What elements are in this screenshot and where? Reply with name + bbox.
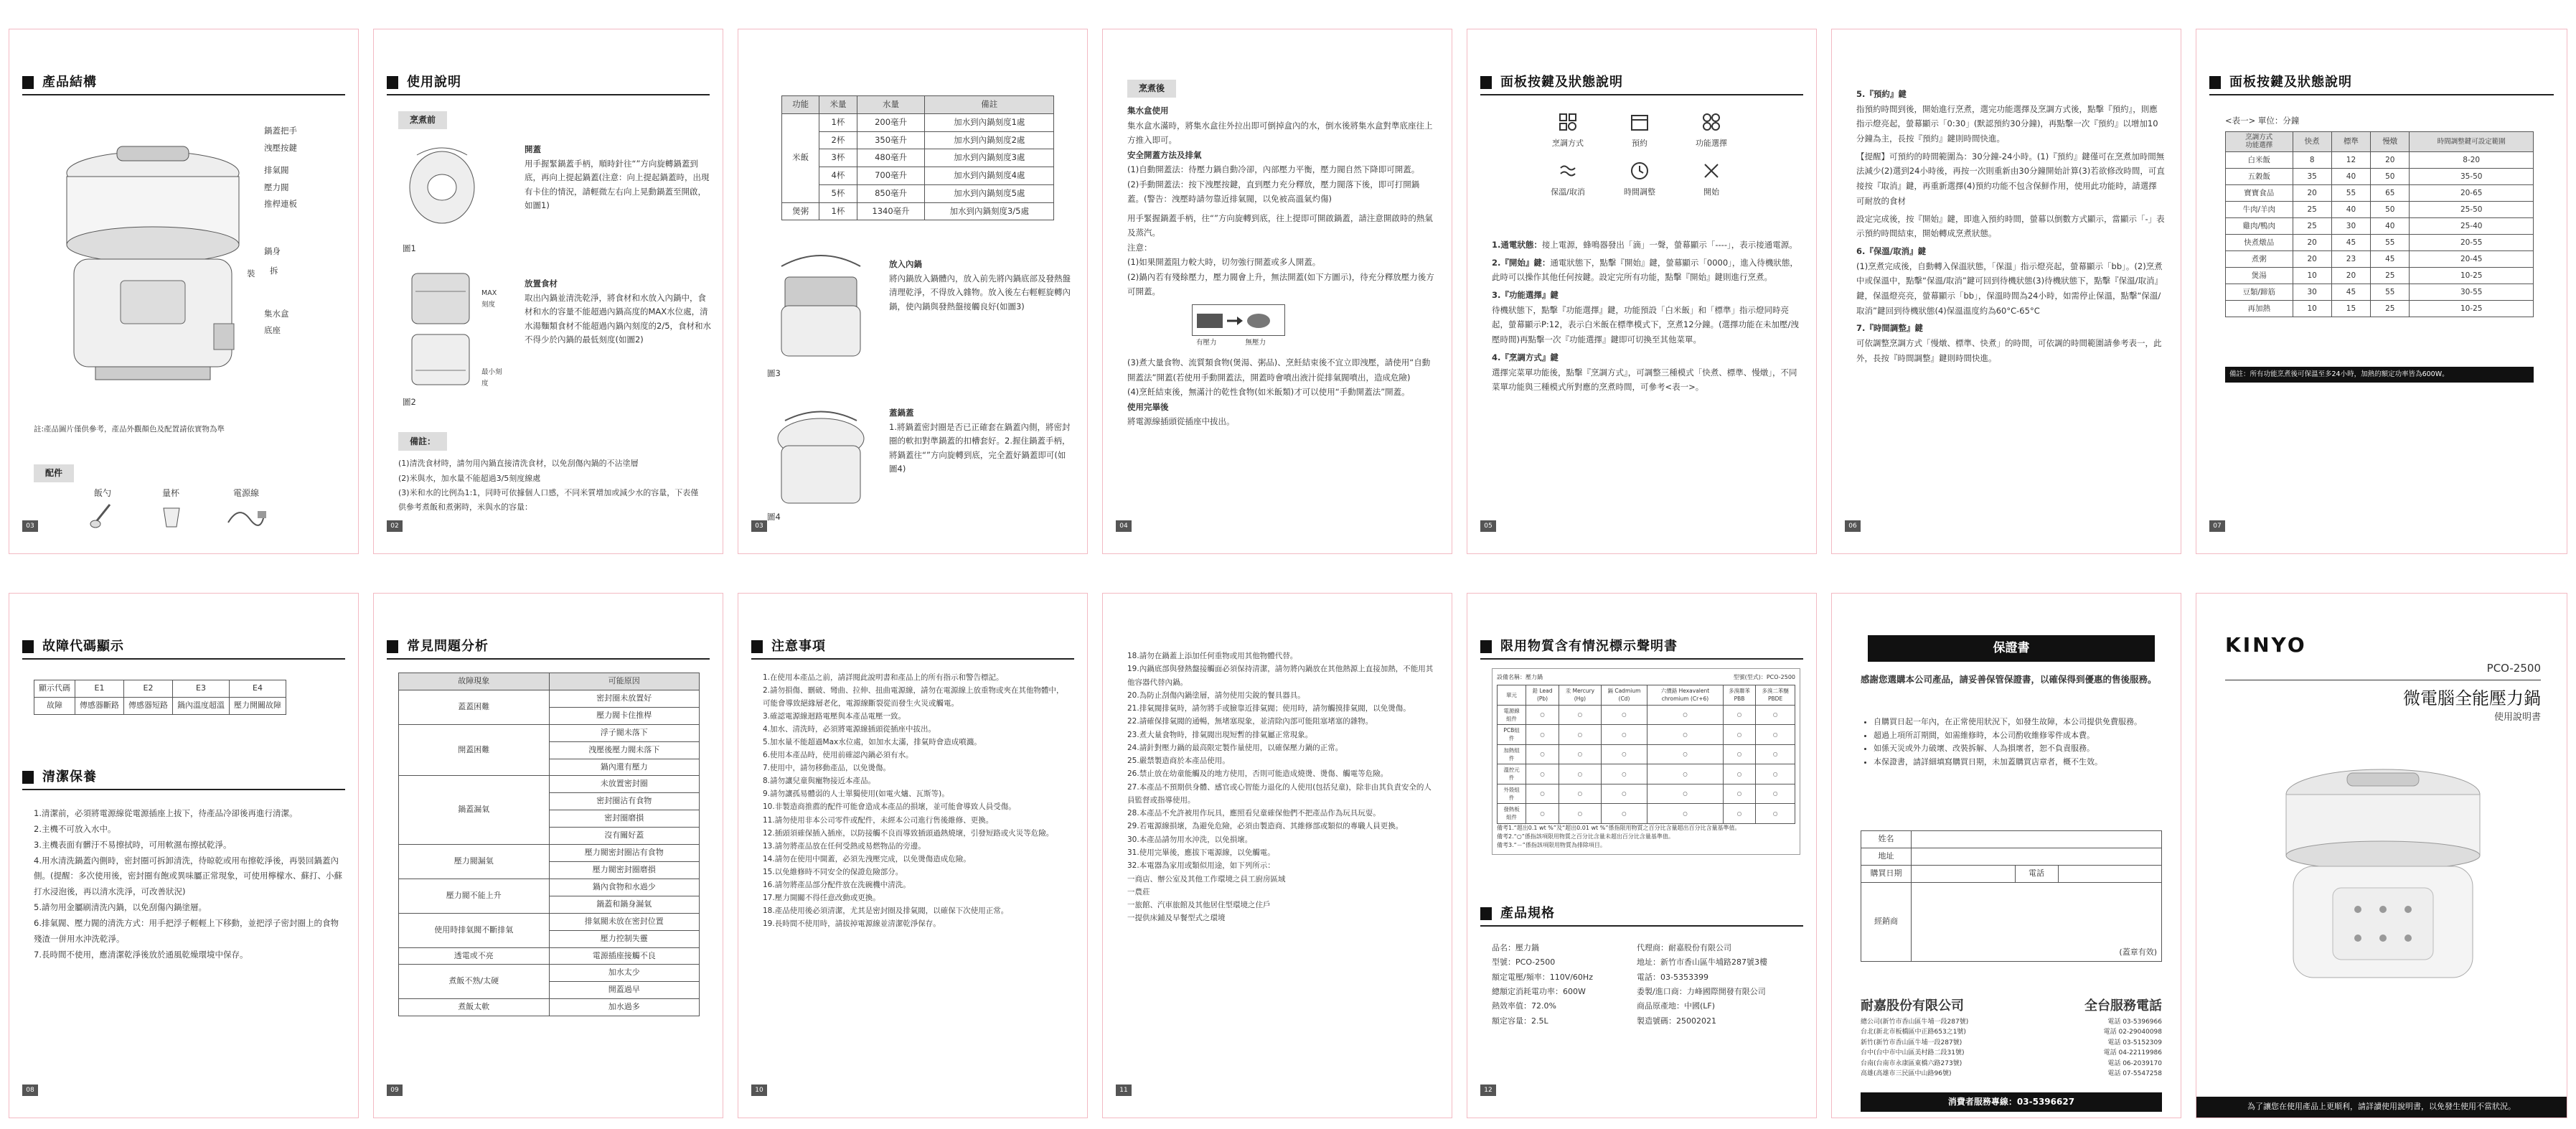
label-handle: 鍋蓋把手	[264, 126, 297, 136]
section-header	[387, 635, 710, 660]
office-list: 總公司(新竹市香山區牛埔一段287號) 電話 03-5396966 台北(新北市板橋區中正路653之1號) 電話 02-29040098 新竹(新竹市香山區牛埔一段287號) 電話 03-5152309 台中(台中市中山區美村路二段31號) 電話 04-22119986 台南(台南市永康區東橋六路273號) 電話 06-2039170 高雄(高雄市三民區中山路96號) 電話 07-5547258	[1861, 1018, 2162, 1077]
section-title: 注意事項	[771, 638, 826, 654]
phone-field[interactable]	[2058, 865, 2162, 882]
structure-note: 註:產品圖片僅供參考，產品外觀顏色及配置請依實物為準	[34, 425, 225, 434]
date-field[interactable]	[1912, 865, 2016, 882]
key-cook-mode: 烹調方式	[1532, 112, 1604, 151]
section-title: 故障代碼顯示	[42, 638, 124, 654]
label-body: 鍋身	[264, 245, 281, 256]
key-function: 功能選擇	[1675, 112, 1747, 151]
model-number: PCO-2500	[2225, 660, 2541, 680]
lid-close-illustration	[767, 403, 875, 510]
usage-tag: 烹煮前	[398, 107, 447, 135]
page-time-table	[2196, 29, 2567, 554]
key-start: 開始	[1675, 161, 1747, 200]
cook-time-table: 烹調方式 功能選擇 快煮 標準 慢燉 時間調整鍵可設定範圍 白米飯 8 12 20 8-20 五穀飯 35 40 50 35-50 寶寶食品 20 55 65 20-65 牛肉/羊肉 25 40 50 25-50 雞肉/鴨肉 25 30 40 25-40 快煮燉品 20 45 55 20-55 煮粥 20 23 45 20-45 煲湯 10 20 25 10-25 豆類/蹄筋 30 45 55 30-55 再加熱 10 15 25 10-25	[2225, 131, 2534, 317]
section-title: 限用物質含有情況標示聲明書	[1500, 638, 1678, 654]
manual-subtitle: 使用說明書	[2493, 712, 2541, 723]
company-row: 耐嘉股份有限公司 全台服務電話	[1861, 998, 2162, 1013]
section-title: 產品結構	[42, 74, 97, 90]
page-rice-table	[738, 29, 1088, 554]
section-header	[2209, 71, 2554, 95]
page-number: 06	[1845, 520, 1861, 532]
page-panel-keys	[1467, 29, 1817, 554]
section-header	[751, 635, 1074, 660]
cover-footer: 為了讓您在使用產品上更順利，請詳讀使用說明書，以免發生使用不當狀況。	[2196, 1097, 2567, 1118]
clean-header	[22, 766, 345, 790]
page-number: 09	[387, 1085, 403, 1096]
spec-header	[1480, 902, 1803, 927]
page-faq	[373, 593, 723, 1118]
table-caption: <表一> 單位：分鐘	[2225, 116, 2300, 126]
step-lid: 蓋鍋蓋 1.將鍋蓋密封圈是否已正確套在鍋蓋內側，將密封圈的軟扣對準鍋蓋的扣槽套好。2.握住鍋蓋手柄，將鍋蓋往“”方向旋轉到底，完全蓋好鍋蓋即可(如圖4)	[889, 408, 1071, 474]
section-header	[1480, 635, 1803, 660]
page-warranty	[1831, 593, 2181, 1118]
table-note: 備註：所有功能烹煮後可保溫至多24小時，加熱的額定功率皆為600W。	[2225, 367, 2534, 383]
page-number: 10	[751, 1085, 767, 1096]
label-exhaust: 排氣閥	[264, 165, 289, 176]
pot-insert-illustration	[767, 245, 875, 360]
acc-ladle: 飯勺	[88, 486, 117, 534]
spec-right: 代理商：耐嘉股份有限公司 地址：新竹市香山區牛埔路287號3樓 電話：03-5353399 委製/進口商：力峰國際開發有限公司 商品原產地：中國(LF) 製造號碼：25002021	[1637, 943, 1767, 1026]
key-icon-grid	[1532, 112, 1747, 200]
part-labels	[247, 123, 297, 339]
page-number: 03	[22, 520, 38, 532]
label-release: 洩壓按鍵	[264, 142, 297, 153]
label-install: 裝	[247, 268, 255, 279]
page-usage	[373, 29, 723, 554]
step-open: 開蓋 用手握緊鍋蓋手柄，順時針往“”方向旋轉鍋蓋到底，再向上提起鍋蓋(注意：向上提起鍋蓋時，出現有卡住的情況，請輕微左右向上晃動鍋蓋至開啟，如圖1)	[525, 144, 710, 211]
page-number: 02	[387, 520, 403, 532]
panel-items: 1.通電狀態：接上電源，蜂鳴器發出「滴」一聲，螢幕顯示「----」，表示接通電源。 2.『開始』鍵：通電狀態下，點擊『開始』鍵，螢幕顯示「0000」，進入待機狀態，此時可以操作其他任何按鍵。設定完所有功能，點擊『開始』鍵則進行烹煮。 3.『功能選擇』鍵 待機狀態下，點擊『功能選擇』鍵，功能預設「白米飯」和「標準」指示燈同時亮起，螢幕顯示P:12，表示白米飯在標準模式下，烹煮12分鐘。(選擇功能在未加壓/洩壓時間)再點擊一次『功能選擇』鍵即可切換至其他菜單。 4.『烹調方式』鍵 選擇完菜單功能後，點擊『烹調方式』，可調整三種模式「快煮、標準、慢燉」，不同菜單功能與三種模式所對應的烹煮時間，可參考<表一>。	[1492, 240, 1799, 393]
calendar-icon	[1630, 112, 1650, 132]
lid-open-illustration	[403, 141, 481, 234]
grid-icon	[1558, 112, 1578, 132]
remarks: 備註： (1)清洗食材時，請勿用內鍋直接清洗食材，以免刮傷內鍋的不沾塗層 (2)米與水，加水量不能超過3/5刻度線處 (3)米和水的比例為1:1，同時可依據個人口感，不同米質增加或減少水的容量，下表僅供參考煮飯和煮粥時，米與水的容量：	[398, 428, 700, 515]
section-header	[22, 71, 345, 95]
fig-2-label: 圖2	[403, 397, 416, 407]
page-panel-keys-2	[1831, 29, 2181, 554]
section-title: 常見問題分析	[407, 638, 489, 654]
page-number: 07	[2209, 520, 2225, 532]
page-structure	[9, 29, 359, 554]
section-title: 面板按鍵及狀態說明	[1500, 74, 1623, 90]
page-number: 05	[1480, 520, 1496, 532]
warranty-intro: 感謝您選購本公司產品，請妥善保管保證書，以確保得到優惠的售後服務。	[1861, 674, 2157, 685]
pressure-valve-diagram	[1192, 304, 1285, 336]
pressure-cooker-illustration	[52, 133, 268, 399]
name-field[interactable]	[1912, 831, 2162, 848]
step-insert: 放入內鍋 將內鍋放入鍋體內，放入前先將內鍋底部及發熱盤清理乾淨，不得放入雜物。放入後左右輕輕旋轉內鍋，使內鍋與發熱盤接觸良好(如圖3)	[889, 259, 1071, 311]
page-number: 03	[751, 520, 767, 532]
fig-3-label: 圖3	[767, 368, 781, 378]
label-rod: 推桿連板	[264, 199, 297, 210]
brand-logo: KINYO	[2225, 633, 2307, 657]
product-name: 微電腦全能壓力鍋	[2403, 688, 2541, 708]
page-rohs-spec	[1467, 593, 1817, 1118]
key-timer: 預約	[1604, 112, 1675, 151]
waves-icon	[1558, 161, 1578, 181]
accessory-title: 配件	[34, 460, 74, 488]
valve-arrow-icon	[1195, 308, 1274, 332]
page-number: 11	[1116, 1085, 1132, 1096]
clock-icon	[1630, 161, 1650, 181]
acc-cup: 量杯	[156, 486, 185, 534]
warranty-bullets: • 自購買日起一年內，在正常使用狀況下，如發生故障，本公司提供免費服務。 • 超過上項所訂期間，如需維修時，本公司酌收維修零件成本費。 • 如係天災或外力破壞、改裝拆解、人為損壞者，恕不負責服務。 • 本保證書，請詳細填寫購買日期，未加蓋購買店章者，概不生效。	[1874, 716, 2161, 769]
section-header	[22, 635, 345, 660]
clean-title: 清潔保養	[42, 769, 97, 784]
spec-left: 品名：壓力鍋 型號：PCO-2500 額定電壓/頻率：110V/60Hz 總額定消耗電功率：600W 熱效率值：72.0% 額定容量：2.5L	[1492, 943, 1593, 1026]
page-cover	[2196, 593, 2567, 1118]
page-error-codes	[9, 593, 359, 1118]
page-after-cooking	[1102, 29, 1452, 554]
accessory-list	[88, 486, 268, 534]
pv-no-pressure: 無壓力	[1245, 339, 1266, 347]
section-header	[1480, 71, 1803, 95]
page-caution	[738, 593, 1088, 1118]
caution2-list: 18.請勿在鍋蓋上添加任何重物或用其他物體代替。 19.內鍋底部與發熱盤接觸面必須保持清潔，請勿將內鍋放在其他熱源上直接加熱，不能用其他容器代替內鍋。 20.為防止刮傷內鍋塗層，請勿使用尖銳的餐具器具。 21.排氣閥排氣時，請勿將手或臉靠近排氣閥；使用時，請勿觸摸排氣閥，以免燙傷。 22.請確保排氣閥的通暢，無堵塞現象，並清除內部可能阻塞堵塞的雜物。 23.煮大量食物時，排氣閥出現短暫的排氣屬正常現象。 24.請針對壓力鍋的最高限定製作量使用，以確保壓力鍋的正常。 25.嚴禁製造商於本產品使用。 26.禁止放在幼童能觸及的地方使用，否則可能造成燒燙、燙傷、觸電等危險。 27.本產品不預期供身體、感官或心智能力退化的人使用(包括兒童)，除非由其負責安全的人員監督或指導使用。 28.本產品不允許被用作玩具，應照看兒童確保他們不把產品作為玩具玩耍。 29.若電源線損壞，為避免危險，必須由製造商、其維修部或類似的專職人員更換。 30.本產品請勿用水沖洗，以免損壞。 31.使用完畢後，應拔下電源線，以免觸電。 32.本電器為家用或類似用途，如下列所示： 一商店、辦公室及其他工作環境之員工廚房區域 一農莊 一旅館、汽車旅館及其他居住型環境之住戶 一提供床鋪及早餐型式之環境	[1127, 652, 1434, 923]
label-remove: 拆	[270, 265, 278, 276]
caution-list: 1.在使用本產品之前，請詳閱此說明書和產品上的所有指示和警告標記。 2.請勿損傷、刪破、彎曲、拉伸、扭曲電源線，請勿在電源線上放重物或夾在其他物體中，可能會導致絕緣層老化，電源線斷裂從而發生火災或觸電。 3.確認電源線迴路電壓與本產品電壓一致。 4.加水、清洗時，必須將電源線插頭從插座中拔出。 5.加水量不能超過Max水位處，如加水太滿，排氣時會造成噴濺。 6.使用本產品時，使用前確認內鍋必須有水。 7.使用中，請勿移動產品，以免燙傷。 8.請勿讓兒童與寵物接近本產品。 9.請勿讓孤易體弱的人士單獨使用(如電火爐、瓦斯等)。 10.非製造商推薦的配件可能會造成本產品的損壞，並可能會導致人員受傷。 11.請勿使用非本公司零件或配件，未經本公司進行售後維修、更換。 12.插頭須確保插入插座，以防接觸不良而導致插頭過熱燒壞，引發短路或火災等危險。 13.請勿將產品放在任何受熱或易燃物品的旁邊。 14.請勿在使用中開蓋，必須先洩壓完成，以免燙傷造成危險。 15.以免維修時不同安全的保證危險部分。 16.請勿將產品部分配件放在洗碗機中清洗。 17.壓力開關不得任意改動或更換。 18.產品使用後必須清潔，尤其是密封圈及排氣閥，以確保下次使用正常。 19.長時間不使用時，請拔掉電源線並清潔乾淨保存。	[763, 673, 1064, 928]
rohs-declaration: 設備名稱：壓力鍋 型號(型式)：PCO-2500 單元 鉛 Lead (Pb) 汞 Mercury (Hg) 鎘 Cadmium (Cd) 六價鉻 Hexavalent chromium (Cr+6) 多溴聯苯 PBB 多溴二苯醚 PBDE 電源線組件 ○ ○ ○ ○ ○ ○ PCB組件 ○ ○ ○ ○ ○ ○ 加熱組件 ○ ○ ○ ○ ○ ○ 溫控元件 ○ ○ ○ ○ ○ ○ 外殼組件 ○ ○ ○ ○ ○ ○ 發熱板組件 ○ ○ ○ ○ ○ ○ 備考1.“超出0.1 wt %”及“超出0.01 wt %”係指限用物質之百分比含量超出百分比含量基準值。 備考2.“○”係指該項限用物質之百分比含量未超出百分比含量基準值。 備考3.“－”係指該項限用物質為排除項目。	[1492, 668, 1800, 855]
key-keep-warm: 保溫/取消	[1532, 161, 1604, 200]
label-pvalve: 壓力閥	[264, 182, 289, 192]
start-icon	[1701, 161, 1721, 181]
pv-with-pressure: 有壓力	[1196, 339, 1217, 347]
hotline-bar: 消費者服務專線：03-5396627	[1861, 1092, 2162, 1112]
section-title: 面板按鍵及狀態說明	[2229, 74, 2352, 90]
after-content: 烹煮後 集水盒使用 集水盒水滿時，將集水盒往外拉出即可倒掉盒內的水，倒水後將集水盒對準底座往上方推入即可。 安全開蓋方法及排氣 (1)自動開蓋法：待壓力鍋自動冷卻，內部壓力平衡，壓力閥自然下降即可開蓋。 (2)手動開蓋法：按下洩壓按鍵，直到壓力充分釋放，壓力閥落下後，即可打開鍋蓋。(警告：洩壓時請勿靠近排氣閥，以免被高溫氣灼傷) 用手緊握鍋蓋手柄，往“”方向旋轉到底，往上提即可開啟鍋蓋，請注意開啟時的熱氣及蒸汽。 注意： (1)如果開蓋阻力較大時，切勿強行開蓋或多人開蓋。 (2)鍋內若有殘餘壓力，壓力閥會上升，無法開蓋(如下方圖示)，待充分釋放壓力後方可開蓋。 有壓力 無壓力 (3)煮大量食物、流質類食物(煲湯、粥品)、烹飪結束後不宜立即洩壓，請使用“自動開蓋法”開蓋(若使用手動開蓋法，開蓋時會噴出液汁從排氣閥噴出，造成危險) (4)烹飪結束後，無滿汁的乾性食物(如米飯類)才可以使用“手動開蓋法”開蓋。 使用完畢後 將電源線插頭從插座中拔出。	[1127, 75, 1436, 429]
page-number: 12	[1480, 1085, 1496, 1096]
fig-1-label: 圖1	[403, 243, 416, 253]
faq-table: 故障現象 可能原因 蓋蓋困難 密封圈未放置好 壓力閥卡住推桿 開蓋困難 浮子閥未落下 洩壓後壓力閥未落下 鍋內還有壓力 鍋蓋漏氣 未放置密封圈 密封圈沾有食物 密封圈磨損 沒有關好蓋 壓力閥漏氣 壓力閥密封圈沾有食物 壓力閥密封圈磨損 壓力閥不能上升 鍋內食物和水過少 鍋蓋和鍋身漏氣 使用時排氣閥不斷排氣 排氣閥未放在密封位置 壓力控制失靈 透電或不亮 電源插座接觸不良 煮飯不熟/太硬 加水太少 開蓋過早 煮飯太軟 加水過多	[398, 673, 700, 1016]
min-label: 最小刻度	[481, 368, 502, 388]
spec-title: 產品規格	[1500, 905, 1555, 921]
rohs-table: 單元 鉛 Lead (Pb) 汞 Mercury (Hg) 鎘 Cadmium (Cd) 六價鉻 Hexavalent chromium (Cr+6) 多溴聯苯 PBB 多溴二苯醚 PBDE 電源線組件 ○ ○ ○ ○ ○ ○ PCB組件 ○ ○ ○ ○ ○ ○ 加熱組件 ○ ○ ○ ○ ○ ○ 溫控元件 ○ ○ ○ ○ ○ ○ 外殼組件 ○ ○ ○ ○ ○ ○ 發熱板組件 ○ ○ ○ ○ ○ ○	[1497, 685, 1795, 824]
label-water-box: 集水盒	[264, 308, 289, 319]
product-photo	[2265, 755, 2501, 992]
warranty-form: 姓名 地址 購買日期 電話 經銷商 (蓋章有效)	[1861, 830, 2162, 962]
section-title: 使用說明	[407, 74, 461, 90]
inner-pot-illustration	[408, 270, 473, 392]
page-number: 04	[1116, 520, 1132, 532]
key-time-adjust: 時間調整	[1604, 161, 1675, 200]
circles-icon	[1701, 112, 1721, 132]
section-header	[387, 71, 710, 95]
fig-4-label: 圖4	[767, 512, 781, 522]
acc-cord: 電源線	[225, 486, 268, 534]
error-code-table: 顯示代碼 E1 E2 E3 E4 故障 傳感器斷路 傳感器短路 鍋內溫度超溫 壓力開關故障	[34, 680, 286, 715]
warranty-title: 保證書	[1868, 635, 2155, 662]
max-label: MAX刻度	[481, 289, 497, 309]
step-food: 放置食材 取出內鍋並清洗乾淨，將食材和水放入內鍋中，食材和水的容量不能超過內鍋高度的MAX水位處，清水湯麵類食材不能超過內鍋內刻度的2/5，食材和水不得少於內鍋的最低刻度(如圖2)	[525, 278, 712, 345]
page-caution-2	[1102, 593, 1452, 1118]
panel2-items: 5.『預約』鍵 指預約時間到後，開始進行烹煮，選完功能選擇及烹調方式後，點擊『預約』，則應指示燈亮起，螢幕顯示「0:30」(默認預約30分鐘)，再點擊一次『預約』以增加10分鐘為主，長按『預約』鍵則時間快進。 【提醒】可預約的時間範圍為：30分鐘-24小時。(1)『預約』鍵僅可在烹煮加時間無法減少(2)選到24小時後，再按一次則重新由30分鐘開始計算(3)若欲修改時間，可直接按『取消』鍵，再重新選擇(4)預約功能不包含保鮮作用，使用此功能時，請選擇可耐放的食材 設定完成後，按『開始』鍵，即進入預約時間，螢幕以倒數方式顯示，當顯示「-」表示預約時間結束，開始轉成烹煮狀態。 6.『保溫/取消』鍵 (1)烹煮完成後，自動轉入保溫狀態，「保溫」指示燈亮起，螢幕顯示「bb」。(2)烹煮中或保溫中，點擊“保溫/取消”鍵可回到待機狀態(3)待機狀態下，點擊『保溫/取消』鍵，保溫燈亮亮，螢幕顯示「bb」，保溫時間為24小時，如需停止保溫，點擊“保溫/取消”鍵回到待機狀態(4)保溫溫度約為60°C-65°C 7.『時間調整』鍵 可依調整烹調方式「慢燉、標準、快煮」的時間，可依調的時間範圍請參考表一，此外，長按『時間調整』鍵則時間快進。	[1856, 89, 2165, 363]
page-number: 08	[22, 1085, 38, 1096]
address-field[interactable]	[1912, 848, 2162, 865]
clean-list: 1.清潔前，必須將電源線從電源插座上拔下，待產品冷卻後再進行清潔。 2.主機不可放入水中。 3.主機表面有髒汙不易擦拭時，可用軟濕布擦拭乾淨。 4.用水清洗鍋蓋內側時，密封圈可拆卸清洗，待晾乾或用布擦乾淨後，再裝回鍋蓋內側。(提醒：多次使用後，密封圈有飽或異味屬正常現象，可使用檸檬水、蘇打、小蘇打水浸泡後，再以清水洗淨，可改善狀況) 5.請勿用金屬刷清洗內鍋，以免刮傷內鍋塗層。 6.排氣閥、壓力閥的清洗方式：用手把浮子輕輕上下移動，並把浮子密封圈上的食物殘渣一併用水沖洗乾淨。 7.長時間不使用，應清潔乾淨後放於通風乾燥環境中保存。	[34, 808, 342, 960]
label-base: 底座	[264, 325, 281, 336]
rice-water-table: 功能 米量 水量 備註 米飯 1杯 200毫升 加水到內鍋刻度1處 2杯 350毫升 加水到內鍋刻度2處 3杯 480毫升 加水到內鍋刻度3處 4杯 700毫升 加水到內鍋刻度4處 5杯 850毫升 加水到內鍋刻度5處 煲粥 1杯 1340毫升 加水到內鍋刻度3/5處	[781, 95, 1054, 220]
